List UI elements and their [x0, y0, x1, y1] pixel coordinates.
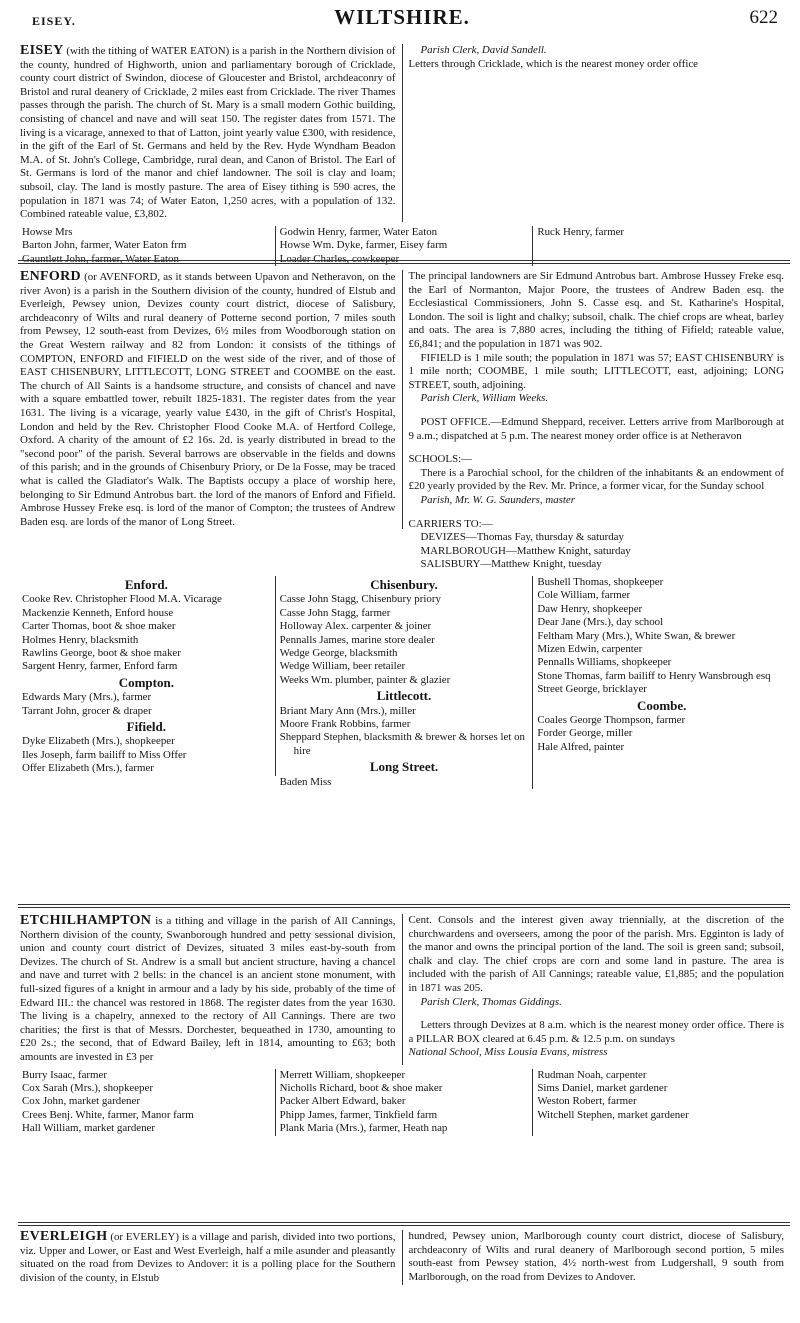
entry-everleigh	[18, 1230, 790, 1285]
list-item: Phipp James, farmer, Tinkfield farm	[279, 1108, 438, 1121]
list-item: Cooke Rev. Christopher Flood M.A. Vicarage	[22, 593, 222, 606]
list-item: Casse John Stagg, farmer	[279, 606, 391, 619]
list-item: Cox Sarah (Mrs.), shopkeeper	[22, 1081, 153, 1094]
list-item: Feltham Mary (Mrs.), White Swan, & brewer	[537, 629, 736, 642]
directory-heading: Coombe.	[636, 697, 687, 713]
enford-schools-heading: SCHOOLS:—	[408, 453, 473, 466]
eisey-title: EISEY	[20, 43, 64, 58]
etchilhampton-title: ETCHILHAMPTON	[20, 913, 152, 928]
list-item: Mizen Edwin, carpenter	[537, 642, 643, 655]
list-item: Iles Joseph, farm bailiff to Miss Offer	[22, 748, 187, 761]
entry-etchilhampton	[18, 914, 790, 1136]
directory-heading: Long Street.	[369, 759, 439, 775]
everleigh-continued: hundred, Pewsey union, Marlborough county court district, diocese of Salisbury, archdeaconry of Wilts and rural deanery of Marlborough second portion, 5 miles south-east from Pewsey station, 4½ north-west from Ludgershall, 9 south from Marlborough, on the road from Devizes to Andover.	[408, 1230, 784, 1283]
list-item: Pennalls Williams, shopkeeper	[537, 656, 672, 669]
etchilhampton-residents	[18, 1069, 790, 1136]
etchilhampton-letters: Letters through Devizes at 8 a.m. which is the nearest money order office. There is a PILLAR BOX cleared at 6.45 p.m. & 12.5 p.m. on sundays	[408, 1019, 784, 1045]
list-item: Offer Elizabeth (Mrs.), farmer	[22, 762, 154, 775]
list-item: Cox John, market gardener	[22, 1095, 140, 1108]
list-item: Holloway Alex. carpenter & joiner	[279, 620, 432, 633]
list-item: Hall William, market gardener	[22, 1122, 156, 1135]
etchilhampton-left	[18, 914, 403, 1065]
list-item: Sargent Henry, farmer, Enford farm	[22, 660, 178, 673]
list-item: Dear Jane (Mrs.), day school	[537, 616, 664, 629]
list-item: Holmes Henry, blacksmith	[22, 633, 139, 646]
list-item: Bushell Thomas, shopkeeper	[537, 575, 664, 588]
list-item: Nicholls Richard, boot & shoe maker	[279, 1081, 443, 1094]
etchilhampton-continued: Cent. Consols and the interest given away triennially, at the discretion of the churchwardens and overseers, among the poor of the parish. Mrs. Egginton is lady of the manor and owns the principal portion of the land. The soil is green sand; subsoil, chalk and clay. The chief crops are corn and some land in pasture. The area is included with the parish of All Cannings; rateable value, £1,885; and the population in 1871 was 205.	[408, 914, 784, 994]
directory-heading: Chisenbury.	[370, 576, 438, 592]
list-item: Barton John, farmer, Water Eaton frm	[22, 239, 187, 252]
enford-landowners: The principal landowners are Sir Edmund Antrobus bart. Ambrose Hussey Freke esq. the Earl of Normanton, Major Poore, the trustees of Andrew Baden esq. the Ecclesiastical Commissioners, John S. Casse esq. and St. Katharine's Hospital, London. The soil is light and chalky; subsoil, chalk. The chief crops are wheat, barley and oats. The area is 7,880 acres, including the tithing of Fifield; rateable value, £6,841; and the population in 1871 was 902.	[408, 270, 784, 350]
list-item: Forder George, miller	[537, 727, 633, 740]
directory-heading: Littlecott.	[376, 688, 432, 704]
everleigh-description: (or EVERLEY) is a village and parish, divided into two portions, viz. Upper and Lower, or East and West Everleigh, half a mile asunder and pleasantly situated on the road from Devizes to Andover: it is a polling place for the Southern division of the county, in Elstub	[20, 1231, 396, 1284]
list-item: Packer Albert Edward, baker	[279, 1095, 406, 1108]
list-item: Wedge William, beer retailer	[279, 660, 406, 673]
directory-heading: Fifield.	[126, 718, 167, 734]
list-item: Sims Daniel, market gardener	[537, 1081, 668, 1094]
list-item: Weeks Wm. plumber, painter & glazier	[279, 673, 451, 686]
enford-post-office: POST OFFICE.—Edmund Sheppard, receiver. Letters arrive from Marlborough at 9 a.m.; dispatched at 5 p.m. The nearest money order office is at Netheravon	[408, 415, 784, 442]
directory-column	[276, 576, 534, 789]
list-item: Witchell Stephen, market gardener	[537, 1108, 689, 1121]
etchilhampton-description: is a tithing and village in the parish of All Cannings, Northern division of the county, Swanborough hundred and petty sessional division, union and county court district of Devizes, situated 3 miles east-by-south from Devizes. The church of St. Andrew is a small but ancient structure, having a chancel and nave and turret with 2 bells: in the chancel is an ancient stone monument, with full-sized figures of a knight in armour and a lady by his side, probably of the time of Edward III.: the chancel was restored in 1868. The register dates from the year 1630. The living is a chapelry, annexed to the rectory of All Cannings. There are two charities; the first is that of Messrs. Dorchester, bequeathed in 1730, amounting to £20 2s.; the second, that of Edward Bailey, left in 1814, amounting to £63; both amounts are invested in £3 per	[20, 915, 396, 1063]
list-item: Weston Robert, farmer	[537, 1095, 637, 1108]
list-item: Cole William, farmer	[537, 589, 631, 602]
list-item: Godwin Henry, farmer, Water Eaton	[279, 225, 438, 238]
list-item: Carter Thomas, boot & shoe maker	[22, 620, 176, 633]
list-item: Howse Wm. Dyke, farmer, Eisey farm	[279, 239, 448, 252]
enford-fifield: FIFIELD is 1 mile south; the population in 1871 was 57; EAST CHISENBURY is 1 mile north; COOMBE, 1 mile south; LITTLECOTT, east, adjoining; LONG STREET, south, adjoining.	[408, 351, 784, 391]
list-item: Briant Mary Ann (Mrs.), miller	[279, 704, 416, 717]
list-item: Rawlins George, boot & shoe maker	[22, 646, 181, 659]
list-item: Tarrant John, grocer & draper	[22, 704, 152, 717]
etchilhampton-school: National School, Miss Lousia Evans, mistress	[408, 1046, 608, 1059]
eisey-clerk: Parish Clerk, David Sandell.	[420, 44, 547, 56]
enford-carrier: SALISBURY—Matthew Knight, tuesday	[420, 558, 602, 571]
enford-schools: There is a Parochial school, for the children of the inhabitants & an endowment of £20 yearly provided by the Rev. Mr. Prince, a former vicar, for the Sunday school	[408, 466, 784, 493]
list-item: Coales George Thompson, farmer	[537, 713, 686, 726]
etchilhampton-clerk: Parish Clerk, Thomas Giddings.	[420, 995, 562, 1008]
page-number: 622	[749, 7, 778, 28]
list-item: Baden Miss	[279, 775, 332, 788]
list-item: Burry Isaac, farmer	[22, 1068, 107, 1081]
header-title: WILTSHIRE.	[334, 5, 470, 29]
list-item: Rudman Noah, carpenter	[537, 1068, 647, 1081]
list-item: Moore Frank Robbins, farmer	[279, 717, 411, 730]
list-item: Casse John Stagg, Chisenbury priory	[279, 593, 441, 606]
list-item: Pennalls James, marine store dealer	[279, 633, 435, 646]
section-divider	[18, 260, 790, 261]
page-header	[18, 4, 786, 36]
everleigh-title: EVERLEIGH	[20, 1229, 108, 1244]
everleigh-right	[403, 1230, 791, 1284]
list-item: Plank Maria (Mrs.), farmer, Heath nap	[279, 1122, 448, 1135]
header-left: EISEY.	[32, 14, 76, 28]
list-item: Dyke Elizabeth (Mrs.), shopkeeper	[22, 735, 175, 748]
directory-column	[533, 576, 790, 754]
enford-description: (or AVENFORD, as it stands between Upavon and Netheravon, on the river Avon) is a parish in the Southern division of the county, hundred of Elstub and Everleigh, Pewsey union, Devizes county court district, diocese of Salisbury, archdeaconry of Wilts and rural deanery of Potterne second portion, 7 miles south from Pewsey, 12 south-east from Devizes, 6½ miles from Woodborough station on the Great Western railway and 82 from London: it consists of the tithings of COMPTON, ENFORD and FIFIELD on the west side of the river, and of those of EAST CHISENBURY, LITTLECOTT, LONG STREET and COOMBE on the east. The church of All Saints is a handsome structure, and consists of chancel and nave with a square embattled tower, rebuilt 1825-1831. The register dates from the year 1631. The living is a vicarage, yearly value £430, in the gift of Christ's Hospital, London and held by the Rev. Christopher Flood Cooke M.A. of Hertford College, Oxford. A charity of the amount of £2 16s. 2d. is yearly distributed in bread to the "second poor" of the parish. Several barrows are observable in the fields and downs of this parish; and in the grounds of Chisenbury Priory, or De la Fosse, may be traced what is called the Gladiator's Walk. The Baptists occupy a place of worship here, belonging to Sir Edmund Antrobus bart. the lord of the manors of Enford and Fifield. Ambrose Hussey Freke esq. is lord of the manor of Compton; the trustees of Andrew Baden esq. are lords of the manor of Long Street.	[20, 271, 396, 528]
list-item: Stone Thomas, farm bailiff to Henry Wansbrough esq	[537, 669, 771, 682]
enford-schools-master: Parish, Mr. W. G. Saunders, master	[420, 493, 575, 506]
enford-directory	[18, 576, 790, 789]
directory-column	[18, 576, 276, 776]
list-item: Wedge George, blacksmith	[279, 646, 398, 659]
list-item: Crees Benj. White, farmer, Manor farm	[22, 1108, 194, 1121]
enford-title: ENFORD	[20, 269, 81, 284]
directory-heading: Enford.	[124, 576, 168, 592]
entry-eisey	[18, 44, 790, 266]
section-divider	[18, 1222, 790, 1223]
enford-carriers-heading: CARRIERS TO:—	[408, 517, 493, 530]
everleigh-left	[18, 1230, 403, 1285]
entry-enford	[18, 270, 790, 789]
list-item: Hale Alfred, painter	[537, 740, 625, 753]
section-divider	[18, 904, 790, 905]
enford-carrier: MARLBOROUGH—Matthew Knight, saturday	[420, 544, 631, 557]
eisey-letters: Letters through Cricklade, which is the nearest money order office	[408, 57, 699, 70]
eisey-right	[403, 44, 791, 71]
list-item: Ruck Henry, farmer	[537, 225, 625, 238]
list-item: Loader Charles, cowkeeper	[279, 252, 400, 265]
list-item: Gauntlett John, farmer, Water Eaton	[22, 252, 179, 265]
enford-clerk: Parish Clerk, William Weeks.	[420, 392, 549, 405]
list-item: Howse Mrs	[22, 225, 73, 238]
enford-right	[403, 270, 791, 572]
list-item: Sheppard Stephen, blacksmith & brewer & horses let on hire	[279, 731, 525, 757]
list-item: Daw Henry, shopkeeper	[537, 602, 643, 615]
list-item: Edwards Mary (Mrs.), farmer	[22, 691, 152, 704]
eisey-description: (with the tithing of WATER EATON) is a parish in the Northern division of the county, hundred of Highworth, union and parliamentary borough of Cricklade, county court district of Swindon, diocese of Gloucester and Bristol, archdeaconry of Bristol and rural deanery of Cricklade, 2 miles east from Cricklade. The river Thames passes through the parish. The church of St. Mary is a small modern Gothic building, consisting of chancel and nave and will seat 150. The register dates from 1571. The living is a vicarage, annexed to that of Latton, joint yearly value £300, with residence, in the gift of the Earl of St. Germans and held by the Rev. Hyde Wyndham Beadon M.A. of St. John's College, Cambridge, rural dean, and Canon of Bristol. The Earl of St. Germans is lord of the manor and chief landowner. The soil is clay and loam; subsoil, clay. The land is mostly pasture. The area of Eisey tithing is 590 acres, the population in 1871 was 74; of Water Eaton, 1,250 acres, with a population of 132. Combined rateable value, £3,802.	[20, 45, 396, 221]
eisey-left	[18, 44, 403, 222]
etchilhampton-right	[403, 914, 791, 1060]
list-item: Street George, bricklayer	[537, 683, 647, 696]
list-item: Merrett William, shopkeeper	[279, 1068, 406, 1081]
directory-heading: Compton.	[118, 674, 174, 690]
enford-carrier: DEVIZES—Thomas Fay, thursday & saturday	[420, 531, 624, 544]
list-item: Mackenzie Kenneth, Enford house	[22, 606, 174, 619]
enford-left	[18, 270, 403, 529]
